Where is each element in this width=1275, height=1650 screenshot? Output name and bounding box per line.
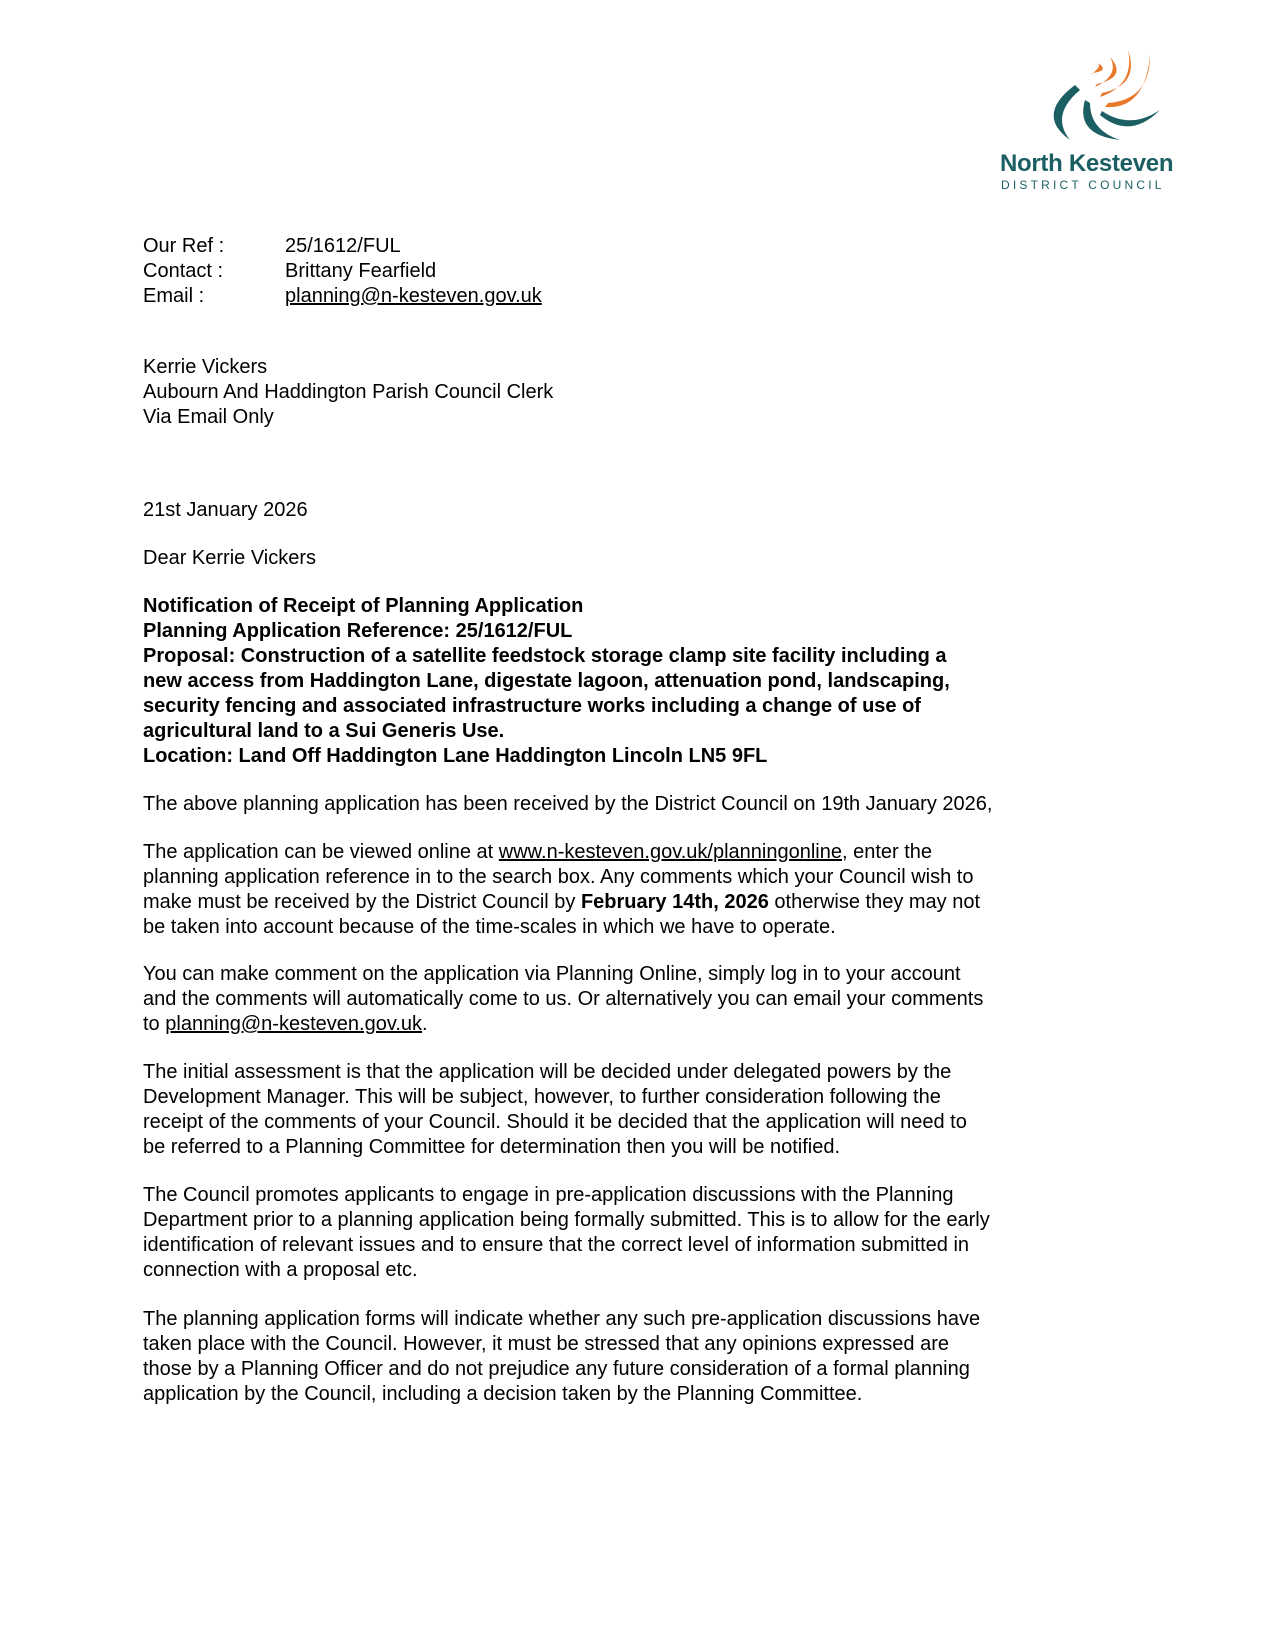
paragraph-comment	[143, 962, 983, 1037]
text: be referred to a Planning Committee for determination then you will be notified.	[143, 1136, 841, 1158]
heading-line: Planning Application Reference: 25/1612/FUL	[143, 620, 573, 642]
text: You can make comment on the application via Planning Online, simply log in to your account	[143, 963, 961, 985]
address-line: Kerrie Vickers	[143, 356, 268, 378]
email-label: Email :	[143, 285, 205, 307]
text: taken place with the Council. However, it must be stressed that any opinions expressed are	[143, 1333, 949, 1355]
notification-heading	[143, 594, 950, 769]
email-link[interactable]: planning@n-kesteven.gov.uk	[285, 285, 542, 307]
address-line: Aubourn And Haddington Parish Council Clerk	[143, 381, 554, 403]
heading-line: Location: Land Off Haddington Lane Haddington Lincoln LN5 9FL	[143, 745, 768, 767]
heading-line: agricultural land to a Sui Generis Use.	[143, 720, 505, 742]
text: planning application reference in to the search box. Any comments which your Council wish to	[143, 866, 974, 888]
deadline: February 14th, 2026	[580, 891, 769, 913]
comments-email-link[interactable]: planning@n-kesteven.gov.uk	[165, 1013, 423, 1035]
heading-line: Proposal: Construction of a satellite feedstock storage clamp site facility including a	[143, 645, 947, 667]
paragraph-received: The above planning application has been received by the District Council on 19th January 2026,	[143, 793, 993, 815]
paragraph-pre-application	[143, 1183, 990, 1283]
text: be taken into account because of the time-scales in which we have to operate.	[143, 916, 836, 938]
paragraph-assessment	[143, 1060, 967, 1160]
text: receipt of the comments of your Council. Should it be decided that the application will need to	[143, 1111, 967, 1133]
text: Department prior to a planning application being formally submitted. This is to allow for the early	[143, 1209, 990, 1231]
logo-name: North Kesteven	[1000, 150, 1174, 177]
recipient-address	[143, 355, 553, 430]
text: , enter the	[841, 841, 933, 863]
text: The application can be viewed online at	[143, 841, 499, 863]
text: Development Manager. This will be subject, however, to further consideration following the	[143, 1086, 941, 1108]
ref-value: 25/1612/FUL	[285, 235, 401, 257]
planning-online-link[interactable]: www.n-kesteven.gov.uk/planningonline	[498, 841, 842, 863]
text: those by a Planning Officer and do not prejudice any future consideration of a formal planning	[143, 1358, 970, 1380]
logo-subtitle: DISTRICT COUNCIL	[1001, 178, 1165, 192]
contact-label: Contact :	[143, 260, 224, 282]
heading-line: Notification of Receipt of Planning Application	[143, 595, 584, 617]
heading-line: security fencing and associated infrastructure works including a change of use of	[143, 695, 921, 717]
salutation: Dear Kerrie Vickers	[143, 547, 317, 569]
text: .	[422, 1013, 428, 1035]
reference-block	[143, 234, 542, 309]
paragraph-view-online	[143, 840, 980, 940]
ref-label: Our Ref :	[143, 235, 225, 257]
text: The initial assessment is that the application will be decided under delegated powers by the	[143, 1061, 952, 1083]
text: connection with a proposal etc.	[143, 1259, 418, 1281]
text: otherwise they may not	[768, 891, 981, 913]
paragraph-forms	[143, 1307, 980, 1407]
address-line: Via Email Only	[143, 406, 274, 428]
text: application by the Council, including a decision taken by the Planning Committee.	[143, 1383, 863, 1405]
text: The planning application forms will indicate whether any such pre-application discussions have	[143, 1308, 981, 1330]
text: to	[143, 1013, 166, 1035]
text: The Council promotes applicants to engage in pre-application discussions with the Planning	[143, 1184, 954, 1206]
text: identification of relevant issues and to ensure that the correct level of information submitted in	[143, 1234, 970, 1256]
heading-line: new access from Haddington Lane, digestate lagoon, attenuation pond, landscaping,	[143, 670, 950, 692]
letter-date: 21st January 2026	[143, 499, 308, 521]
text: and the comments will automatically come to us. Or alternatively you can email your comments	[143, 988, 984, 1010]
text: make must be received by the District Council by	[143, 891, 581, 913]
contact-value: Brittany Fearfield	[285, 260, 437, 282]
